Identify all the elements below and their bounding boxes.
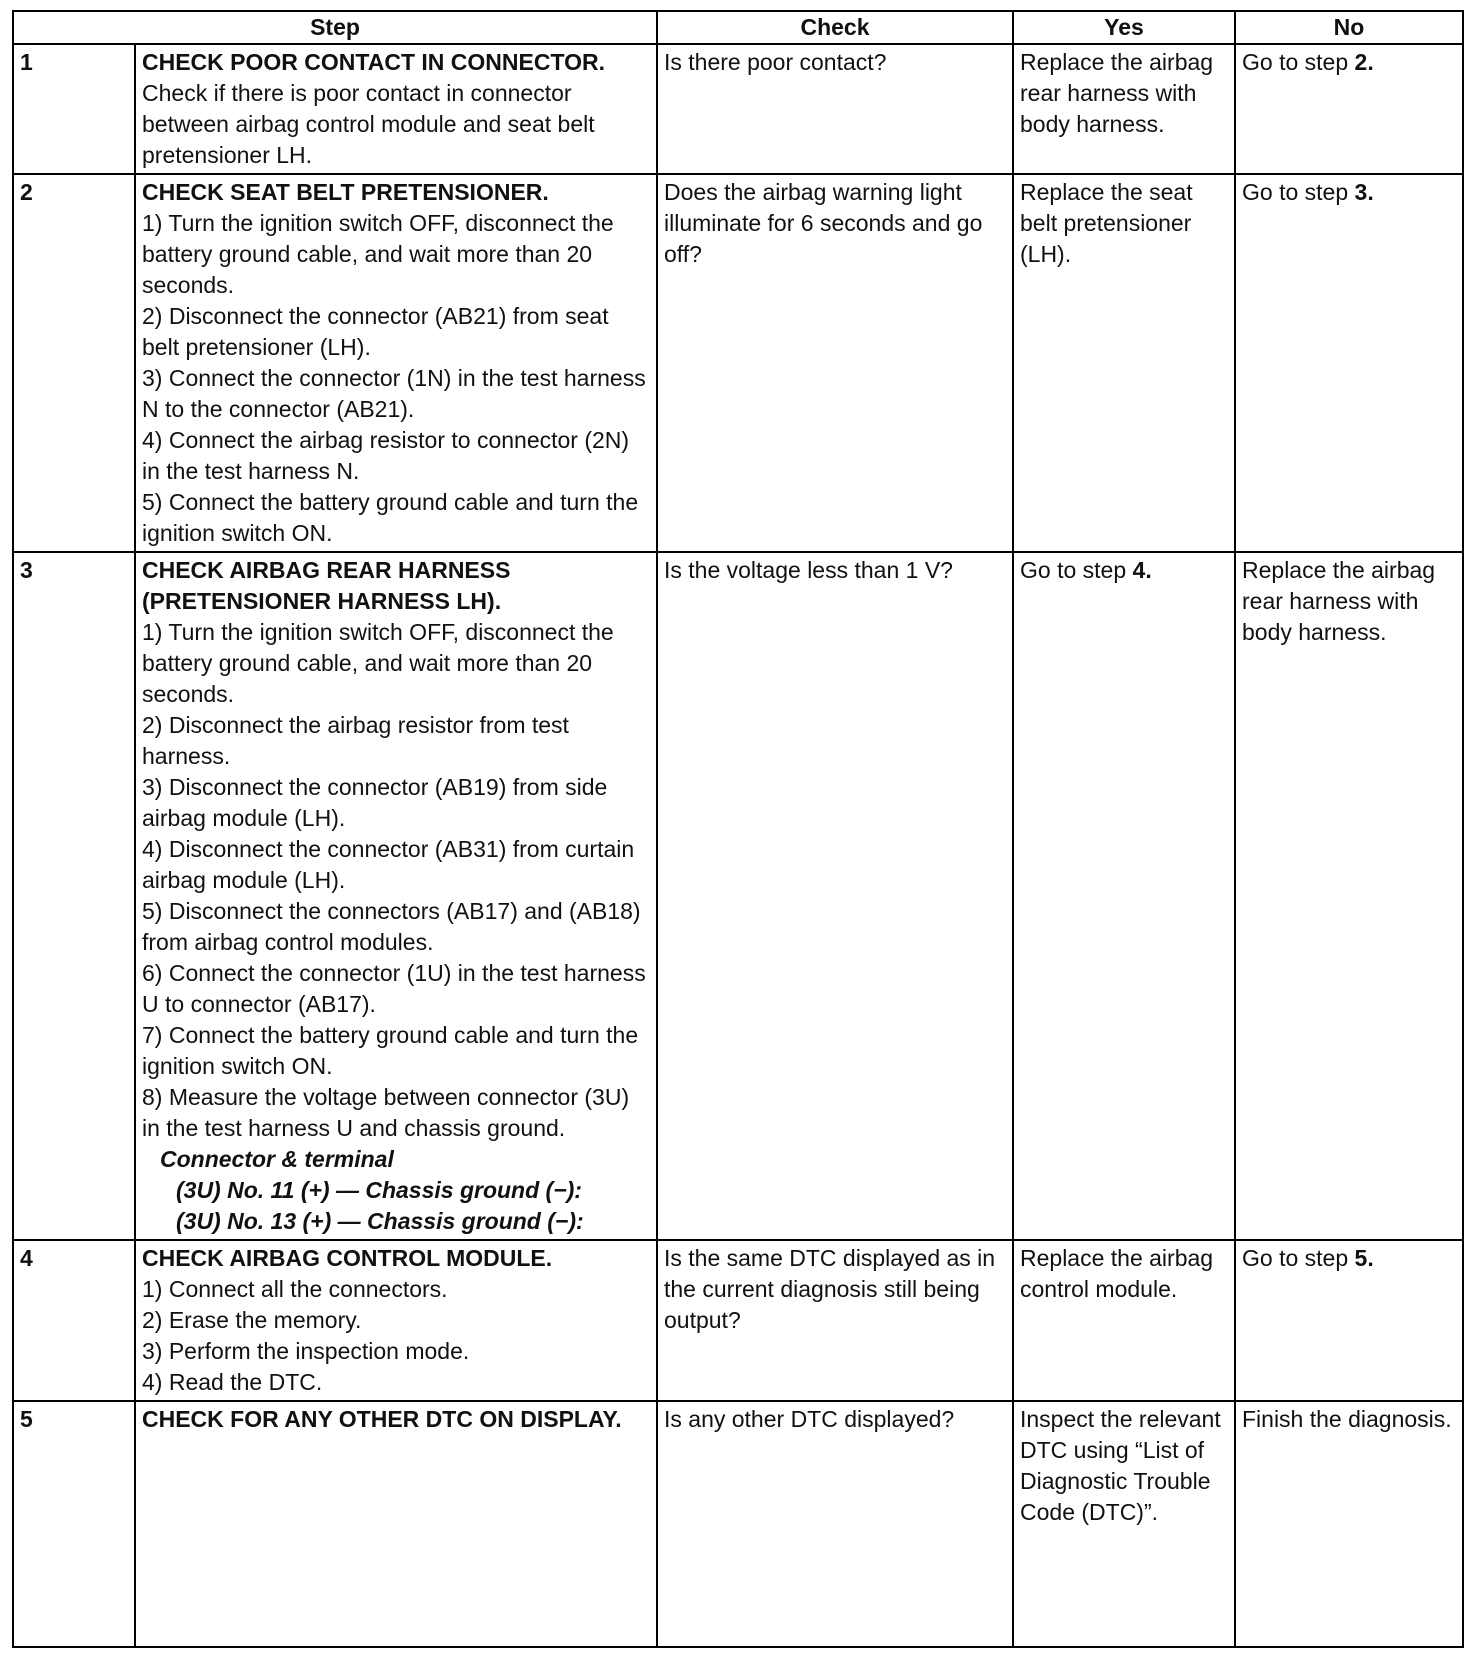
step-line: 4) Disconnect the connector (AB31) from curtain airbag module (LH).	[142, 836, 635, 893]
step-line: 1) Turn the ignition switch OFF, disconnect the battery ground cable, and wait more than 20 seconds.	[142, 210, 614, 298]
step-line: 7) Connect the battery ground cable and turn the ignition switch ON.	[142, 1022, 639, 1079]
step-description	[135, 174, 657, 552]
check-cell: Is the same DTC displayed as in the current diagnosis still being output?	[657, 1240, 1013, 1401]
header-row	[13, 11, 1463, 44]
step-description	[135, 44, 657, 174]
step-line: 6) Connect the connector (1U) in the test harness U to connector (AB17).	[142, 960, 646, 1017]
step-title: CHECK SEAT BELT PRETENSIONER.	[142, 179, 549, 205]
header-check: Check	[657, 11, 1013, 44]
no-cell: Finish the diagnosis.	[1235, 1401, 1463, 1647]
step-description	[135, 1240, 657, 1401]
table-row	[13, 1401, 1463, 1647]
no-cell	[1235, 1240, 1463, 1401]
terminal-spec: (3U) No. 13 (+) — Chassis ground (−):	[176, 1208, 584, 1234]
step-line: 4) Connect the airbag resistor to connector (2N) in the test harness N.	[142, 427, 630, 484]
table-row	[13, 552, 1463, 1240]
step-line: 3) Disconnect the connector (AB19) from side airbag module (LH).	[142, 774, 608, 831]
no-text: Go to step	[1242, 1245, 1355, 1271]
step-line: 2) Disconnect the connector (AB21) from seat belt pretensioner (LH).	[142, 303, 609, 360]
step-title: CHECK POOR CONTACT IN CONNECTOR.	[142, 49, 605, 75]
yes-cell: Replace the seat belt pretensioner (LH).	[1013, 174, 1235, 552]
step-line: 1) Turn the ignition switch OFF, disconnect the battery ground cable, and wait more than 20 seconds.	[142, 619, 614, 707]
step-line: 8) Measure the voltage between connector (3U) in the test harness U and chassis ground.	[142, 1084, 630, 1141]
header-yes: Yes	[1013, 11, 1235, 44]
terminal-spec: (3U) No. 11 (+) — Chassis ground (−):	[176, 1177, 582, 1203]
step-ref: 4	[1132, 557, 1146, 583]
check-cell: Is there poor contact?	[657, 44, 1013, 174]
step-line: Check if there is poor contact in connector between airbag control module and seat belt pretensioner LH.	[142, 80, 595, 168]
check-cell: Does the airbag warning light illuminate for 6 seconds and go off?	[657, 174, 1013, 552]
yes-cell: Replace the airbag control module.	[1013, 1240, 1235, 1401]
yes-cell: Replace the airbag rear harness with body harness.	[1013, 44, 1235, 174]
step-line: 5) Connect the battery ground cable and turn the ignition switch ON.	[142, 489, 639, 546]
step-number: 3	[13, 552, 135, 1240]
table-row	[13, 174, 1463, 552]
step-line: 3) Connect the connector (1N) in the test harness N to the connector (AB21).	[142, 365, 646, 422]
step-line: 5) Disconnect the connectors (AB17) and (AB18) from airbag control modules.	[142, 898, 641, 955]
step-title: CHECK AIRBAG REAR HARNESS (PRETENSIONER HARNESS LH).	[142, 557, 511, 614]
step-number: 2	[13, 174, 135, 552]
yes-cell: Inspect the relevant DTC using “List of Diagnostic Trouble Code (DTC)”.	[1013, 1401, 1235, 1647]
header-no: No	[1235, 11, 1463, 44]
yes-cell	[1013, 552, 1235, 1240]
check-cell: Is any other DTC displayed?	[657, 1401, 1013, 1647]
step-description	[135, 1401, 657, 1647]
step-ref-period: .	[1367, 49, 1374, 75]
step-line: 3) Perform the inspection mode.	[142, 1338, 470, 1364]
no-cell	[1235, 44, 1463, 174]
step-ref-period: .	[1145, 557, 1152, 583]
step-ref: 2	[1354, 49, 1368, 75]
no-cell: Replace the airbag rear harness with body harness.	[1235, 552, 1463, 1240]
yes-text: Go to step	[1020, 557, 1133, 583]
step-description	[135, 552, 657, 1240]
step-ref-period: .	[1367, 1245, 1374, 1271]
step-line: 1) Connect all the connectors.	[142, 1276, 448, 1302]
step-ref: 5	[1354, 1245, 1368, 1271]
connector-heading: Connector & terminal	[160, 1146, 394, 1172]
step-title: CHECK FOR ANY OTHER DTC ON DISPLAY.	[142, 1406, 622, 1432]
no-cell	[1235, 174, 1463, 552]
header-step: Step	[13, 11, 657, 44]
step-line: 2) Erase the memory.	[142, 1307, 362, 1333]
table-row	[13, 44, 1463, 174]
step-line: 2) Disconnect the airbag resistor from test harness.	[142, 712, 569, 769]
check-cell: Is the voltage less than 1 V?	[657, 552, 1013, 1240]
step-line: 4) Read the DTC.	[142, 1369, 323, 1395]
diagnostic-table	[12, 10, 1464, 1648]
step-number: 5	[13, 1401, 135, 1647]
step-number: 4	[13, 1240, 135, 1401]
step-ref-period: .	[1367, 179, 1374, 205]
no-text: Go to step	[1242, 179, 1355, 205]
table-row	[13, 1240, 1463, 1401]
step-number: 1	[13, 44, 135, 174]
no-text: Go to step	[1242, 49, 1355, 75]
step-title: CHECK AIRBAG CONTROL MODULE.	[142, 1245, 553, 1271]
step-ref: 3	[1354, 179, 1368, 205]
